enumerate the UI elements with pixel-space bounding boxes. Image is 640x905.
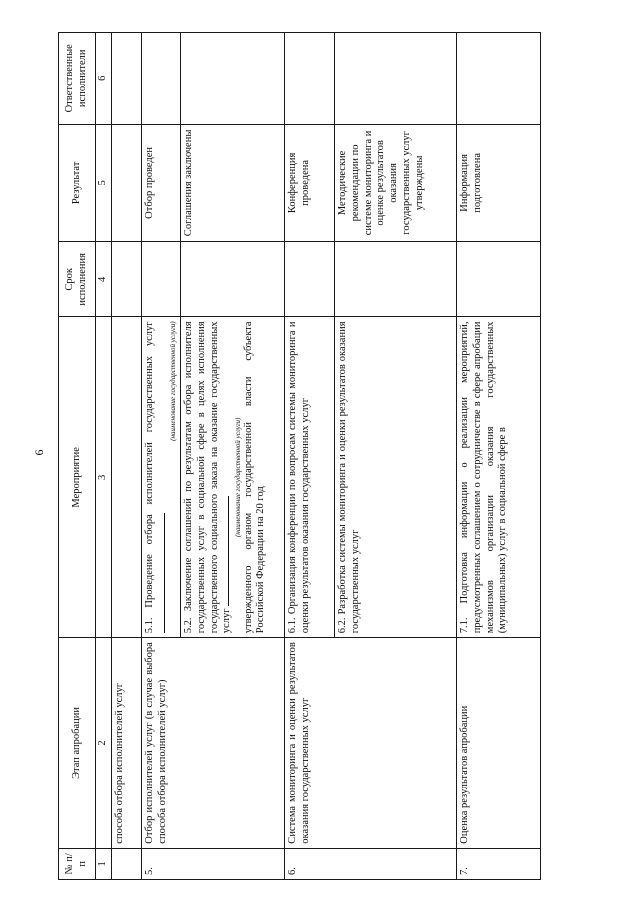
term-cell (284, 242, 334, 317)
column-index: 1 (96, 848, 112, 879)
field-hint: (наименование государственной услуги) (234, 417, 243, 538)
page-number: 6 (32, 449, 46, 456)
responsible-cell (141, 33, 180, 125)
table-row-7-1 (456, 33, 540, 880)
term-cell (141, 242, 180, 317)
activity-cell (141, 317, 180, 638)
activity-cell: 7.1. Подготовка информации о реализации мероприятий, предусмотренных соглашением о сотрудничестве в сфере апробации механизмов организации оказания государственных (муниципальных) услуг в социальной сфере в (456, 317, 540, 638)
result-cell: Информация подготовлена (456, 124, 540, 242)
row-number: 5. (141, 848, 284, 879)
table-row-continuation (111, 33, 141, 880)
stage-cell: Система мониторинга и оценки результатов оказания государственных услуг (284, 638, 456, 848)
activity-cell: 6.1. Организация конференции по вопросам системы мониторинга и оценки результатов оказания государственных услуг (284, 317, 334, 638)
term-cell (334, 242, 456, 317)
header-activity: Мероприятие (59, 317, 96, 638)
column-index: 6 (96, 33, 112, 125)
responsible-cell (180, 33, 284, 125)
responsible-cell (456, 33, 540, 125)
column-index-row (96, 33, 112, 880)
activity-cell: 6.2. Разработка системы мониторинга и оценки результатов оказания государственных услуг (334, 317, 456, 638)
header-stage: Этап апробации (59, 638, 96, 848)
table-row-6-1 (284, 33, 334, 880)
result-cell: Соглашения заключены (180, 124, 284, 242)
blank-line (228, 496, 229, 606)
header-result: Результат (59, 124, 96, 242)
term-cell (111, 242, 141, 317)
table-header-row (59, 33, 96, 880)
result-cell: Конференция проведена (284, 124, 334, 242)
field-hint: (наименование государственной услуги) (169, 321, 178, 441)
column-index: 2 (96, 638, 112, 848)
blank-line (164, 513, 165, 633)
result-cell: Методические рекомендации по системе мониторинга и оценке результатов оказания государственных услуг утверждены (334, 124, 456, 242)
header-num: № п/п (59, 848, 96, 879)
column-index: 4 (96, 242, 112, 317)
column-index: 3 (96, 317, 112, 638)
activity-text-tail: утвержденного органом государственной власти субъекта Российской Федерации на 20 год (242, 321, 267, 634)
num-cell (111, 848, 141, 879)
header-responsible: Ответственные исполнители (59, 33, 96, 125)
stage-cell: Отбор исполнителей услуг (в случае выбора способа отбора исполнителей услуг) (141, 638, 284, 848)
column-index: 5 (96, 124, 112, 242)
row-number: 7. (456, 848, 540, 879)
responsible-cell (111, 33, 141, 125)
activity-text: 5.1. Проведение отбора исполнителей государственных услуг (143, 321, 155, 634)
stage-cell: способа отбора исполнителей услуг (111, 638, 141, 848)
approbation-plan-table (58, 32, 541, 880)
stage-cell: Оценка результатов апробации (456, 638, 540, 848)
responsible-cell (334, 33, 456, 125)
result-cell: Отбор проведен (141, 124, 180, 242)
activity-text: 5.2. Заключение соглашений по результатам отбора исполнителя государственных услуг в социальной сфере в целях исполнения государственного социального заказа на оказание государственных услуг (182, 321, 233, 634)
activity-cell (180, 317, 284, 638)
table-row-5-1 (141, 33, 180, 880)
header-term: Срок исполнения (59, 242, 96, 317)
activity-cell (111, 317, 141, 638)
result-cell (111, 124, 141, 242)
term-cell (456, 242, 540, 317)
term-cell (180, 242, 284, 317)
row-number: 6. (284, 848, 456, 879)
responsible-cell (284, 33, 334, 125)
